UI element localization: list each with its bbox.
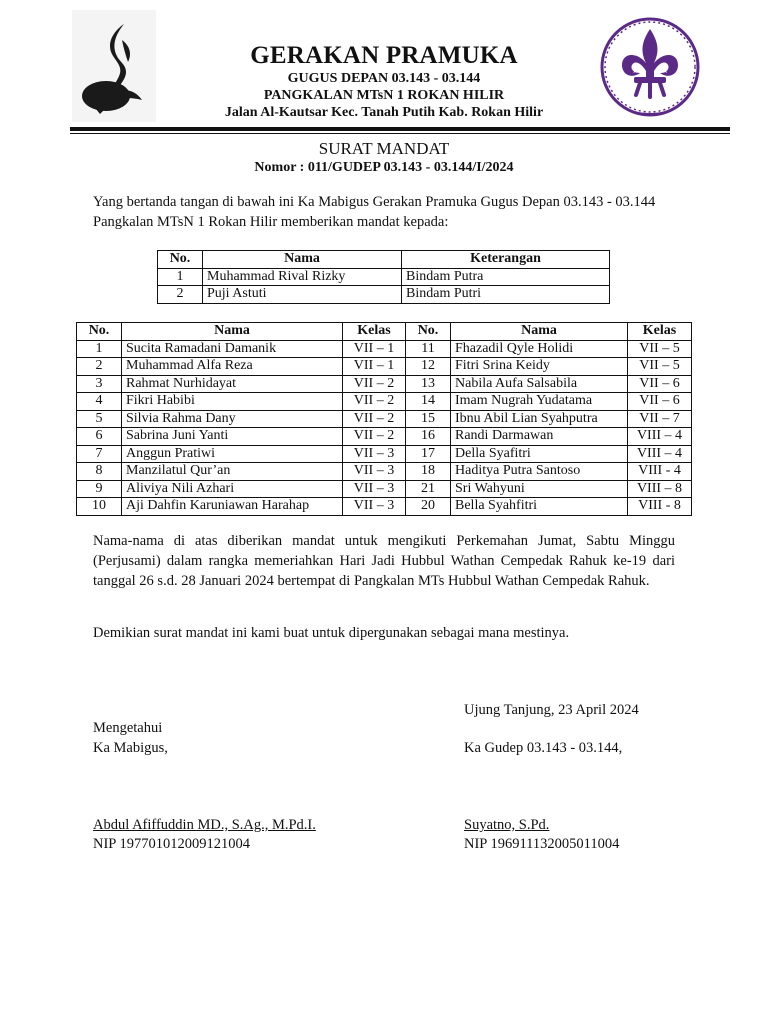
acknowledge-label: Mengetahui <box>93 720 163 736</box>
intro-paragraph: Yang bertanda tangan di bawah ini Ka Mabigus Gerakan Pramuka Gugus Depan 03.143 - 03.144 Pangkalan MTsN 1 Rokan Hilir memberikan mandat kepada: <box>93 194 656 230</box>
cell-no: 3 <box>77 375 122 393</box>
document-title: SURAT MANDAT <box>318 139 450 158</box>
mandate-paragraph: Nama-nama di atas diberikan mandat untuk mengikuti Perkemahan Jumat, Sabtu Minggu (Perjusami) dalam rangka memeriahkan Hari Jadi Hubbul Wathan Cempedak Rahuk ke-19 dari tanggal 26 s.d. 28 Januari 2024 bertempat di Pangkalan MTs Hubbul Wathan Cempedak Rahuk. <box>93 533 675 589</box>
table-row <box>158 268 610 286</box>
cell-class: VII – 2 <box>343 410 406 428</box>
cell-no: 1 <box>158 268 203 286</box>
cell-name: Fitri Srina Keidy <box>451 358 628 376</box>
left-signer-role: Ka Mabigus, <box>93 740 168 756</box>
org-name: GERAKAN PRAMUKA <box>250 42 518 69</box>
cell-no: 18 <box>406 463 451 481</box>
cell-class: VII – 5 <box>628 358 692 376</box>
right-signer-role: Ka Gudep 03.143 - 03.144, <box>464 740 623 756</box>
cell-note: Bindam Putri <box>402 286 610 304</box>
cell-class: VII – 6 <box>628 375 692 393</box>
left-signer-name: Abdul Afiffuddin MD., S.Ag., M.Pd.I. <box>93 817 316 833</box>
cell-name: Imam Nugrah Yudatama <box>451 393 628 411</box>
cell-class: VIII – 4 <box>628 445 692 463</box>
cell-no: 5 <box>77 410 122 428</box>
table-row <box>77 498 692 516</box>
cell-name: Manzilatul Qur’an <box>122 463 343 481</box>
cell-no: 10 <box>77 498 122 516</box>
cell-no: 2 <box>158 286 203 304</box>
cell-no: 9 <box>77 480 122 498</box>
table-header-row <box>158 251 610 269</box>
cell-class: VIII - 4 <box>628 463 692 481</box>
cell-class: VII – 3 <box>343 463 406 481</box>
table-row <box>77 445 692 463</box>
cell-class: VII – 2 <box>343 428 406 446</box>
cell-note: Bindam Putra <box>402 268 610 286</box>
cell-no: 8 <box>77 463 122 481</box>
cell-name: Aliviya Nili Azhari <box>122 480 343 498</box>
cell-name: Muhammad Alfa Reza <box>122 358 343 376</box>
cell-no: 14 <box>406 393 451 411</box>
cell-no: 11 <box>406 340 451 358</box>
cell-name: Fhazadil Qyle Holidi <box>451 340 628 358</box>
cell-no: 15 <box>406 410 451 428</box>
cell-no: 13 <box>406 375 451 393</box>
cell-name: Rahmat Nurhidayat <box>122 375 343 393</box>
document-number: Nomor : 011/GUDEP 03.143 - 03.144/I/2024 <box>254 160 514 175</box>
right-signer-nip: NIP 196911132005011004 <box>464 836 620 852</box>
cell-class: VIII - 8 <box>628 498 692 516</box>
header-divider-thick <box>70 127 730 131</box>
cell-name: Randi Darmawan <box>451 428 628 446</box>
cell-name: Fikri Habibi <box>122 393 343 411</box>
column-header: No. <box>406 323 451 341</box>
cell-no: 20 <box>406 498 451 516</box>
table-row <box>77 480 692 498</box>
cell-class: VII – 7 <box>628 410 692 428</box>
cell-no: 7 <box>77 445 122 463</box>
table-row <box>77 393 692 411</box>
cell-name: Sri Wahyuni <box>451 480 628 498</box>
table-row <box>77 463 692 481</box>
column-header: Keterangan <box>402 251 610 269</box>
cell-no: 1 <box>77 340 122 358</box>
cell-no: 12 <box>406 358 451 376</box>
cell-name: Della Syafitri <box>451 445 628 463</box>
cell-no: 2 <box>77 358 122 376</box>
table-row <box>158 286 610 304</box>
tunas-kelapa-logo <box>72 10 156 122</box>
cell-name: Muhammad Rival Rizky <box>203 268 402 286</box>
cell-name: Haditya Putra Santoso <box>451 463 628 481</box>
column-header: Nama <box>451 323 628 341</box>
left-signer-nip: NIP 197701012009121004 <box>93 836 250 852</box>
cell-class: VIII – 8 <box>628 480 692 498</box>
cell-no: 6 <box>77 428 122 446</box>
cell-class: VII – 1 <box>343 340 406 358</box>
cell-class: VII – 3 <box>343 445 406 463</box>
cell-class: VII – 3 <box>343 498 406 516</box>
column-header: Nama <box>122 323 343 341</box>
cell-no: 21 <box>406 480 451 498</box>
cell-class: VII – 5 <box>628 340 692 358</box>
cell-name: Anggun Pratiwi <box>122 445 343 463</box>
closing-paragraph: Demikian surat mandat ini kami buat untuk dipergunakan sebagai mana mestinya. <box>93 625 570 641</box>
header-divider-thin <box>70 133 730 134</box>
members-table <box>76 322 692 516</box>
table-row <box>77 410 692 428</box>
column-header: Kelas <box>628 323 692 341</box>
table-row <box>77 428 692 446</box>
org-subtitle-pangkalan: PANGKALAN MTsN 1 ROKAN HILIR <box>263 88 505 103</box>
leaders-table <box>157 250 610 304</box>
column-header: Nama <box>203 251 402 269</box>
table-row <box>77 340 692 358</box>
table-header-row <box>77 323 692 341</box>
cell-name: Sucita Ramadani Damanik <box>122 340 343 358</box>
scout-fleur-de-lis-logo <box>596 15 704 123</box>
org-subtitle-gudep: GUGUS DEPAN 03.143 - 03.144 <box>287 71 481 86</box>
cell-no: 4 <box>77 393 122 411</box>
table-row <box>77 375 692 393</box>
svg-text:★: ★ <box>632 67 639 75</box>
cell-class: VII – 2 <box>343 375 406 393</box>
column-header: No. <box>77 323 122 341</box>
cell-name: Sabrina Juni Yanti <box>122 428 343 446</box>
cell-name: Aji Dahfin Karuniawan Harahap <box>122 498 343 516</box>
cell-no: 17 <box>406 445 451 463</box>
cell-name: Ibnu Abil Lian Syahputra <box>451 410 628 428</box>
cell-class: VII – 3 <box>343 480 406 498</box>
org-address: Jalan Al-Kautsar Kec. Tanah Putih Kab. Rokan Hilir <box>224 105 544 120</box>
cell-no: 16 <box>406 428 451 446</box>
right-signer-name: Suyatno, S.Pd. <box>464 817 550 833</box>
cell-class: VII – 1 <box>343 358 406 376</box>
table-row <box>77 358 692 376</box>
column-header: Kelas <box>343 323 406 341</box>
cell-name: Nabila Aufa Salsabila <box>451 375 628 393</box>
svg-text:★: ★ <box>662 67 669 75</box>
cell-class: VII – 2 <box>343 393 406 411</box>
cell-name: Bella Syahfitri <box>451 498 628 516</box>
cell-class: VII – 6 <box>628 393 692 411</box>
cell-name: Silvia Rahma Dany <box>122 410 343 428</box>
cell-name: Puji Astuti <box>203 286 402 304</box>
cell-class: VIII – 4 <box>628 428 692 446</box>
place-date: Ujung Tanjung, 23 April 2024 <box>464 702 639 718</box>
column-header: No. <box>158 251 203 269</box>
